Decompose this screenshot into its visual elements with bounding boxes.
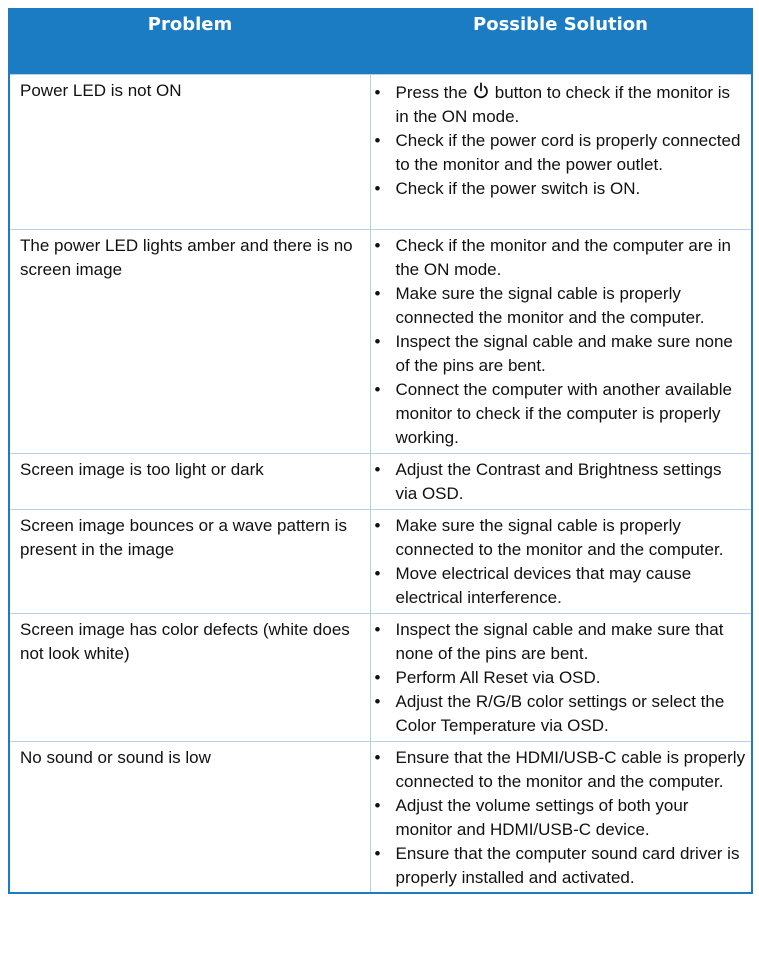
table-row xyxy=(9,613,752,741)
problem-cell: Power LED is not ON xyxy=(9,74,370,229)
solution-text-after-icon: button to check if the monitor is in the ON mode. xyxy=(395,82,731,126)
troubleshooting-table xyxy=(8,8,753,894)
bullet: • xyxy=(374,178,381,198)
solution-item xyxy=(371,458,748,506)
solution-list xyxy=(371,458,748,506)
solution-list xyxy=(371,746,748,890)
solution-item xyxy=(371,378,748,450)
bullet: • xyxy=(374,667,381,687)
bullet: • xyxy=(374,563,381,583)
solution-item xyxy=(371,234,748,282)
solution-text: Make sure the signal cable is properly connected the monitor and the computer. xyxy=(395,283,705,327)
solution-text: Make sure the signal cable is properly connected to the monitor and the computer. xyxy=(395,515,724,559)
solution-cell xyxy=(370,229,752,453)
solution-text: Ensure that the computer sound card driver is properly installed and activated. xyxy=(395,843,740,887)
solution-item xyxy=(371,129,748,177)
table-header-row xyxy=(9,9,752,74)
problem-cell: The power LED lights amber and there is no screen image xyxy=(9,229,370,453)
solution-text: Adjust the volume settings of both your monitor and HDMI/USB-C device. xyxy=(395,795,689,839)
table-row xyxy=(9,74,752,229)
solution-item xyxy=(371,514,748,562)
solution-text: Ensure that the HDMI/USB-C cable is properly connected to the monitor and the computer. xyxy=(395,747,746,791)
table-row xyxy=(9,229,752,453)
solution-text: Connect the computer with another available monitor to check if the computer is properly working. xyxy=(395,379,732,447)
troubleshooting-page xyxy=(8,8,751,894)
bullet: • xyxy=(374,795,381,815)
solution-text: Adjust the Contrast and Brightness settings via OSD. xyxy=(395,459,722,503)
solution-text: Adjust the R/G/B color settings or select the Color Temperature via OSD. xyxy=(395,691,725,735)
solution-text: Inspect the signal cable and make sure that none of the pins are bent. xyxy=(395,619,724,663)
solution-list xyxy=(371,618,748,738)
solution-list xyxy=(371,81,748,201)
table-row xyxy=(9,741,752,893)
solution-item xyxy=(371,618,748,666)
solution-item xyxy=(371,690,748,738)
header-problem: Problem xyxy=(9,9,370,74)
solution-item xyxy=(371,746,748,794)
table-row xyxy=(9,509,752,613)
solution-text: Check if the power switch is ON. xyxy=(395,178,641,198)
bullet: • xyxy=(374,130,381,150)
solution-item xyxy=(371,842,748,890)
solution-cell xyxy=(370,74,752,229)
bullet: • xyxy=(374,515,381,535)
bullet: • xyxy=(374,619,381,639)
bullet: • xyxy=(374,82,381,102)
solution-item xyxy=(371,81,748,129)
solution-item xyxy=(371,562,748,610)
solution-cell xyxy=(370,613,752,741)
solution-cell xyxy=(370,509,752,613)
solution-text: Inspect the signal cable and make sure none of the pins are bent. xyxy=(395,331,733,375)
problem-cell: Screen image has color defects (white does not look white) xyxy=(9,613,370,741)
solution-list xyxy=(371,234,748,450)
problem-cell: Screen image is too light or dark xyxy=(9,453,370,509)
solution-item xyxy=(371,330,748,378)
bullet: • xyxy=(374,843,381,863)
solution-item xyxy=(371,282,748,330)
bullet: • xyxy=(374,283,381,303)
bullet: • xyxy=(374,331,381,351)
solution-cell xyxy=(370,453,752,509)
solution-item xyxy=(371,177,748,201)
bullet: • xyxy=(374,459,381,479)
solution-text: Check if the monitor and the computer are in the ON mode. xyxy=(395,235,731,279)
problem-cell: Screen image bounces or a wave pattern is present in the image xyxy=(9,509,370,613)
problem-cell: No sound or sound is low xyxy=(9,741,370,893)
bullet: • xyxy=(374,691,381,711)
solution-item xyxy=(371,666,748,690)
solution-text-before-icon: Press the xyxy=(395,82,473,102)
table-row xyxy=(9,453,752,509)
solution-text: Check if the power cord is properly connected to the monitor and the power outlet. xyxy=(395,130,741,174)
solution-cell xyxy=(370,741,752,893)
solution-item xyxy=(371,794,748,842)
solution-text: Perform All Reset via OSD. xyxy=(395,667,601,687)
solution-list xyxy=(371,514,748,610)
bullet: • xyxy=(374,235,381,255)
solution-text: Move electrical devices that may cause electrical interference. xyxy=(395,563,692,607)
header-possible-solution: Possible Solution xyxy=(370,9,752,74)
bullet: • xyxy=(374,379,381,399)
power-icon xyxy=(472,82,490,100)
bullet: • xyxy=(374,747,381,767)
